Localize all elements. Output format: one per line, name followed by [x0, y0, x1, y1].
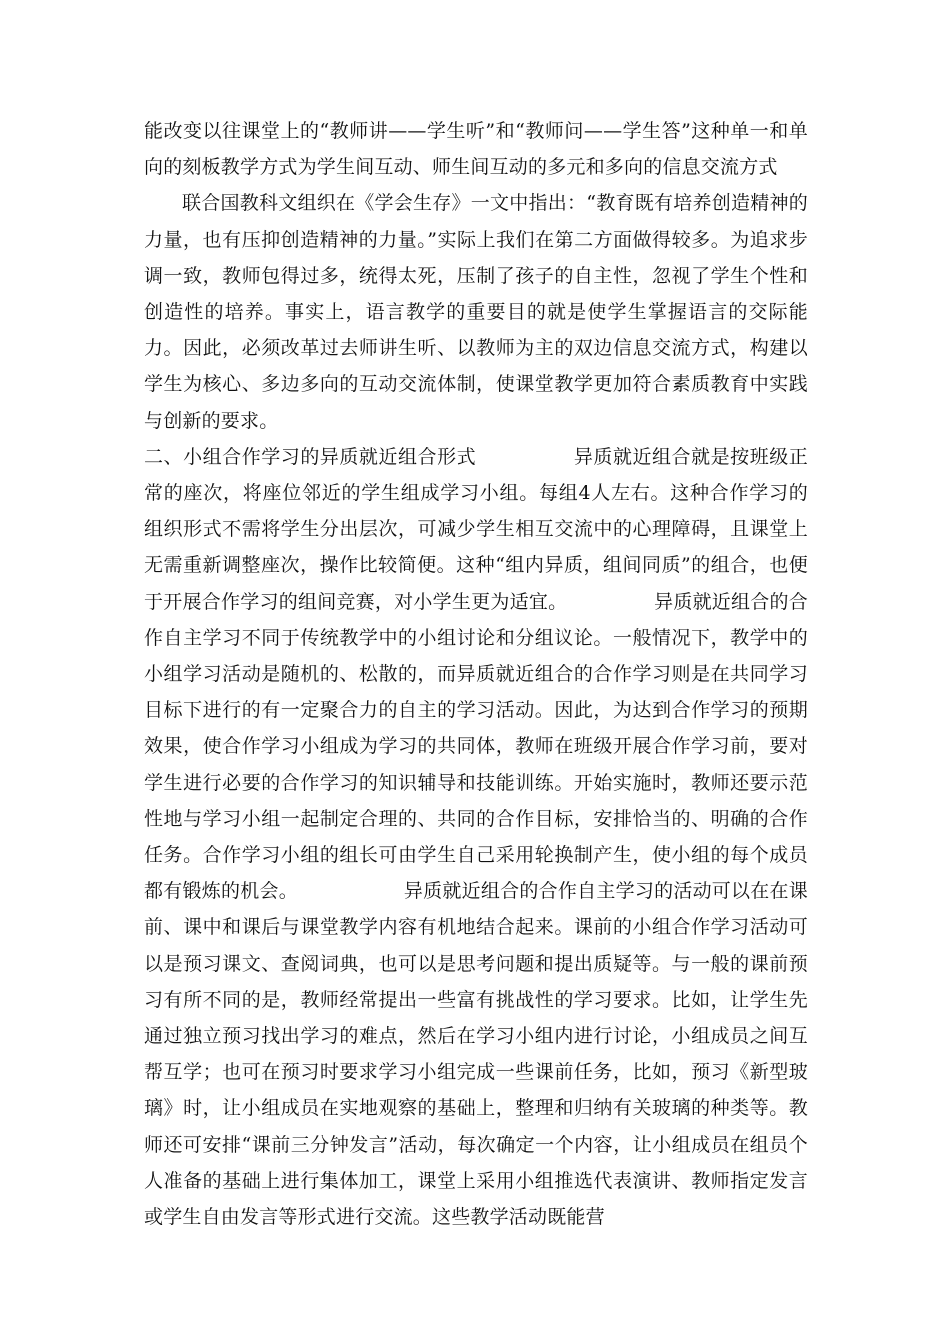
paragraph-3: 二、小组合作学习的异质就近组合形式 异质就近组合就是按班级正常的座次，将座位邻近的学生组成学习小组。每组4人左右。这种合作学习的组织形式不需将学生分出层次，可减少学生相互交流中的心理障碍，且课堂上无需重新调整座次，操作比较简便。这种“组内异质，组间同质”的组合，也便于开展合作学习的组间竞赛，对小学生更为适宜。 异质就近组合的合作自主学习不同于传统教学中的小组讨论和分组议论。一般情况下，教学中的小组学习活动是随机的、松散的，而异质就近组合的合作学习则是在共同学习目标下进行的有一定聚合力的自主的学习活动。因此，为达到合作学习的预期效果，使合作学习小组成为学习的共同体，教师在班级开展合作学习前，要对学生进行必要的合作学习的知识辅导和技能训练。开始实施时，教师还要示范性地与学习小组一起制定合理的、共同的合作目标，安排恰当的、明确的合作任务。合作学习小组的组长可由学生自己采用轮换制产生，使小组的每个成员都有锻炼的机会。 异质就近组合的合作自主学习的活动可以在在课前、课中和课后与课堂教学内容有机地结合起来。课前的小组合作学习活动可以是预习课文、查阅词典，也可以是思考问题和提出质疑等。与一般的课前预习有所不同的是，教师经常提出一些富有挑战性的学习要求。比如，让学生先通过独立预习找出学习的难点，然后在学习小组内进行讨论，小组成员之间互帮互学；也可在预习时要求学习小组完成一些课前任务，比如，预习《新型玻璃》时，让小组成员在实地观察的基础上，整理和归纳有关玻璃的种类等。教师还可安排“课前三分钟发言”活动，每次确定一个内容，让小组成员在组员个人准备的基础上进行集体加工，课堂上采用小组推选代表演讲、教师指定发言或学生自由发言等形式进行交流。这些教学活动既能营 [144, 445, 808, 1229]
paragraph-1: 能改变以往课堂上的“教师讲——学生听”和“教师问——学生答”这种单一和单向的刻板教学方式为学生间互动、师生间互动的多元和多向的信息交流方式 [144, 120, 808, 179]
paragraph-2: 联合国教科文组织在《学会生存》一文中指出：“教育既有培养创造精神的力量，也有压抑创造精神的力量。”实际上我们在第二方面做得较多。为追求步调一致，教师包得过多，统得太死，压制了孩子的自主性，忽视了学生个性和创造性的培养。事实上，语言教学的重要目的就是使学生掌握语言的交际能力。因此，必须改革过去师讲生听、以教师为主的双边信息交流方式，构建以学生为核心、多边多向的互动交流体制，使课堂教学更加符合素质教育中实践与创新的要求。 [144, 192, 808, 432]
document-body [144, 113, 808, 1235]
